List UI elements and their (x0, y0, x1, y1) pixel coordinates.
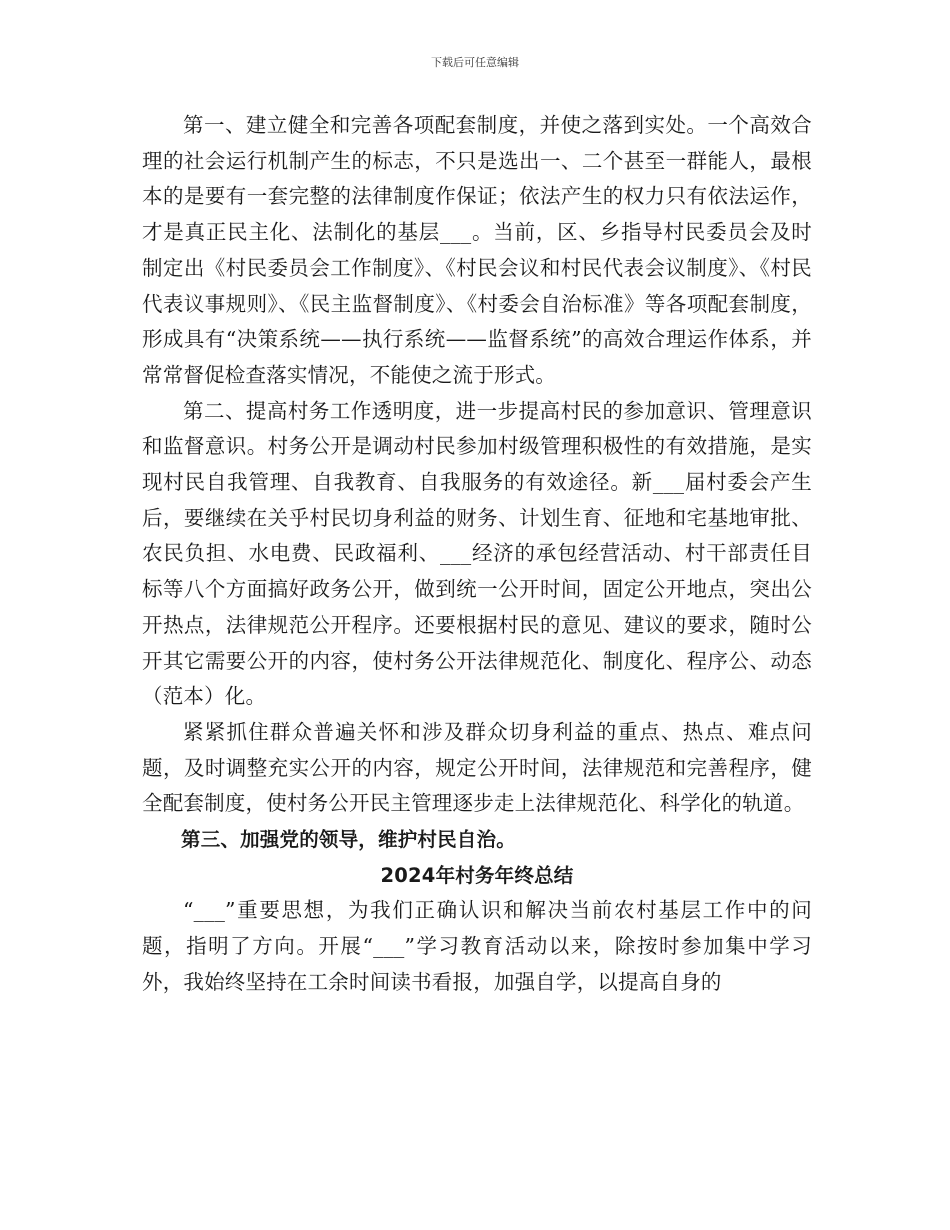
bold-heading-line: 第三、加强党的领导，维护村民自治。 (181, 828, 516, 852)
document-body (142, 108, 812, 1001)
paragraph-2: 第二、提高村务工作透明度，进一步提高村民的参加意识、管理意识和监督意识。村务公开是调动村民参加村级管理积极性的有效措施，是实现村民自我管理、自我教育、自我服务的有效途径。新___届村委会产生后，要继续在关乎村民切身利益的财务、计划生育、征地和宅基地审批、农民负担、水电费、民政福利、___经济的承包经营活动、村干部责任目标等八个方面搞好政务公开，做到统一公开时间，固定公开地点，突出公开热点，法律规范公开程序。还要根据村民的意见、建议的要求，随时公开其它需要公开的内容，使村务公开法律规范化、制度化、程序公、动态（范本）化。 (142, 398, 812, 709)
paragraph-3: 紧紧抓住群众普遍关怀和涉及群众切身利益的重点、热点、难点问题，及时调整充实公开的内容，规定公开时间，法律规范和完善程序，健全配套制度，使村务公开民主管理逐步走上法律规范化、科学化的轨道。 (142, 719, 812, 816)
page-header: 下载后可任意编辑 (431, 56, 519, 69)
paragraph-4: “___”重要思想，为我们正确认识和解决当前农村基层工作中的问题，指明了方向。开展“___”学习教育活动以来，除按时参加集中学习外，我始终坚持在工余时间读书看报，加强自学，以提高自身的 (142, 898, 812, 994)
paragraph-1: 第一、建立健全和完善各项配套制度，并使之落到实处。一个高效合理的社会运行机制产生的标志，不只是选出一、二个甚至一群能人，最根本的是要有一套完整的法律制度作保证；依法产生的权力只有依法运作，才是真正民主化、法制化的基层___。当前，区、乡指导村民委员会及时制定出《村民委员会工作制度》、《村民会议和村民代表会议制度》、《村民代表议事规则》、《民主监督制度》、《村委会自治标准》等各项配套制度，形成具有“决策系统——执行系统——监督系统”的高效合理运作体系，并常常督促检查落实情况，不能使之流于形式。 (142, 113, 812, 387)
section-title: 2024年村务年终总结 (380, 863, 574, 887)
